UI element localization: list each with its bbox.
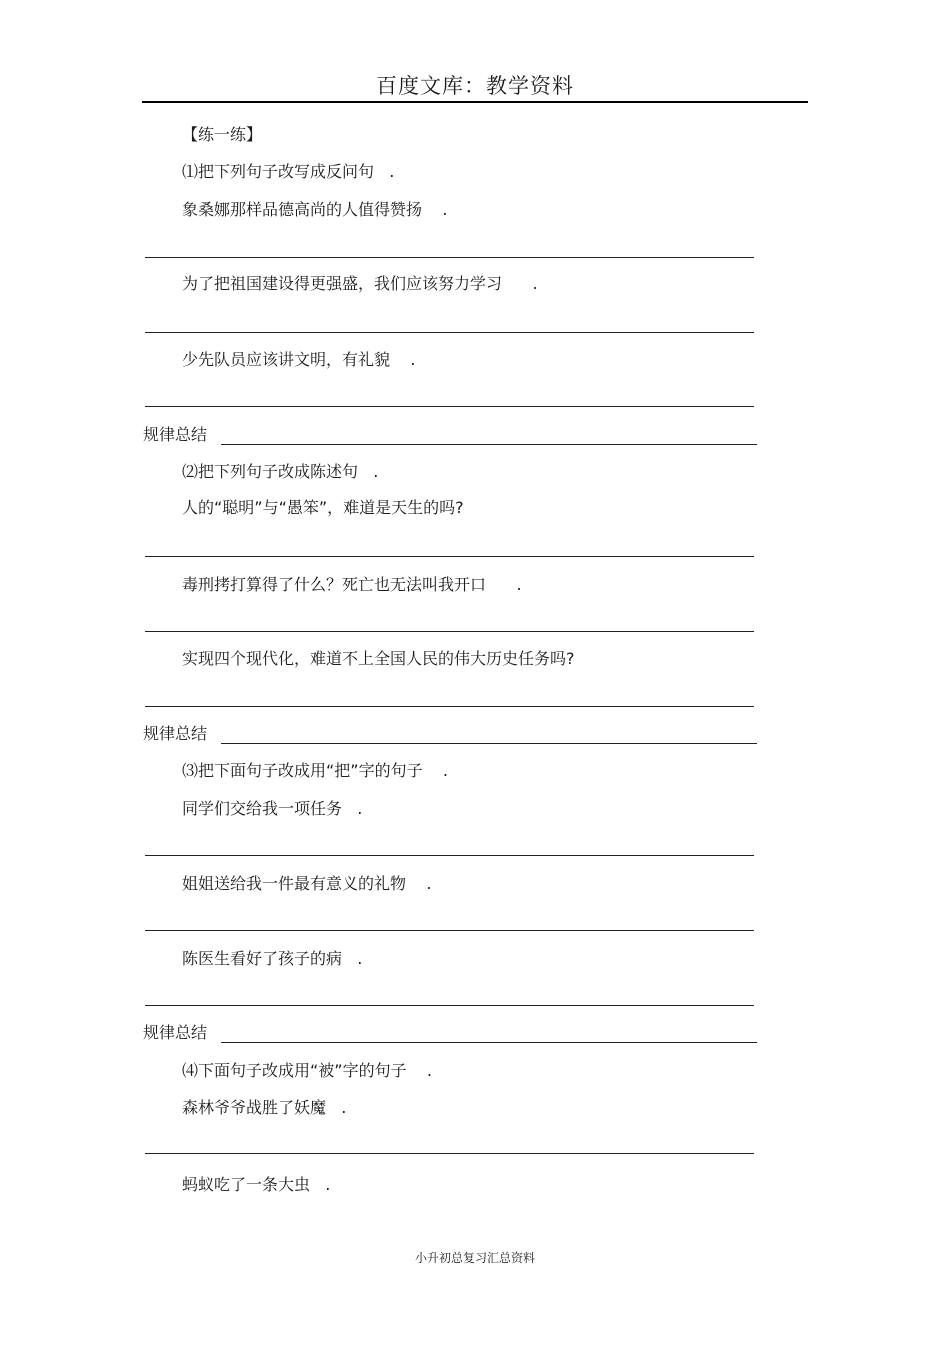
q4-prompt: ⑷下面句子改成用“被”字的句子 .	[182, 1061, 433, 1080]
q2-item-1: 人的“聪明”与“愚笨”，难道是天生的吗?	[182, 498, 464, 517]
q3-item-1: 同学们交给我一项任务 .	[182, 799, 363, 818]
q3-item-2: 姐姐送给我一件最有意义的礼物 .	[182, 874, 432, 893]
answer-line[interactable]	[145, 332, 754, 333]
q1-item-3: 少先队员应该讲文明，有礼貌 .	[182, 350, 416, 369]
q4-item-1: 森林爷爷战胜了妖魔 .	[182, 1098, 347, 1117]
answer-line[interactable]	[145, 706, 754, 707]
answer-line[interactable]	[145, 406, 754, 407]
q3-item-3: 陈医生看好了孩子的病 .	[182, 949, 363, 968]
summary-label: 规律总结	[143, 1023, 208, 1042]
q2-item-3: 实现四个现代化，难道不上全国人民的伟大历史任务吗?	[182, 649, 575, 668]
q1-item-1: 象桑娜那样品德高尚的人值得赞扬 .	[182, 200, 448, 219]
q3-prompt: ⑶把下面句子改成用“把”字的句子 .	[182, 761, 449, 780]
summary-label: 规律总结	[143, 425, 208, 444]
q2-prompt: ⑵把下列句子改成陈述句 .	[182, 462, 379, 481]
answer-line[interactable]	[145, 930, 754, 931]
summary-line[interactable]	[221, 743, 757, 744]
answer-line[interactable]	[145, 631, 754, 632]
answer-line[interactable]	[145, 556, 754, 557]
page-footer: 小升初总复习汇总资料	[414, 1251, 535, 1265]
summary-line[interactable]	[221, 1042, 757, 1043]
summary-line[interactable]	[221, 444, 757, 445]
q4-item-2: 蚂蚁吃了一条大虫 .	[182, 1175, 331, 1194]
practice-heading: 【练一练】	[182, 125, 263, 144]
header-divider	[142, 101, 808, 103]
answer-line[interactable]	[145, 855, 754, 856]
page-title: 百度文库：教学资料	[376, 74, 574, 98]
answer-line[interactable]	[145, 257, 754, 258]
summary-label: 规律总结	[143, 724, 208, 743]
q2-item-2: 毒刑拷打算得了什么？死亡也无法叫我开口 .	[182, 575, 522, 594]
answer-line[interactable]	[145, 1153, 754, 1154]
answer-line[interactable]	[145, 1005, 754, 1006]
q1-item-2: 为了把祖国建设得更强盛，我们应该努力学习 .	[182, 274, 538, 293]
q1-prompt: ⑴把下列句子改写成反问句 .	[182, 162, 395, 181]
